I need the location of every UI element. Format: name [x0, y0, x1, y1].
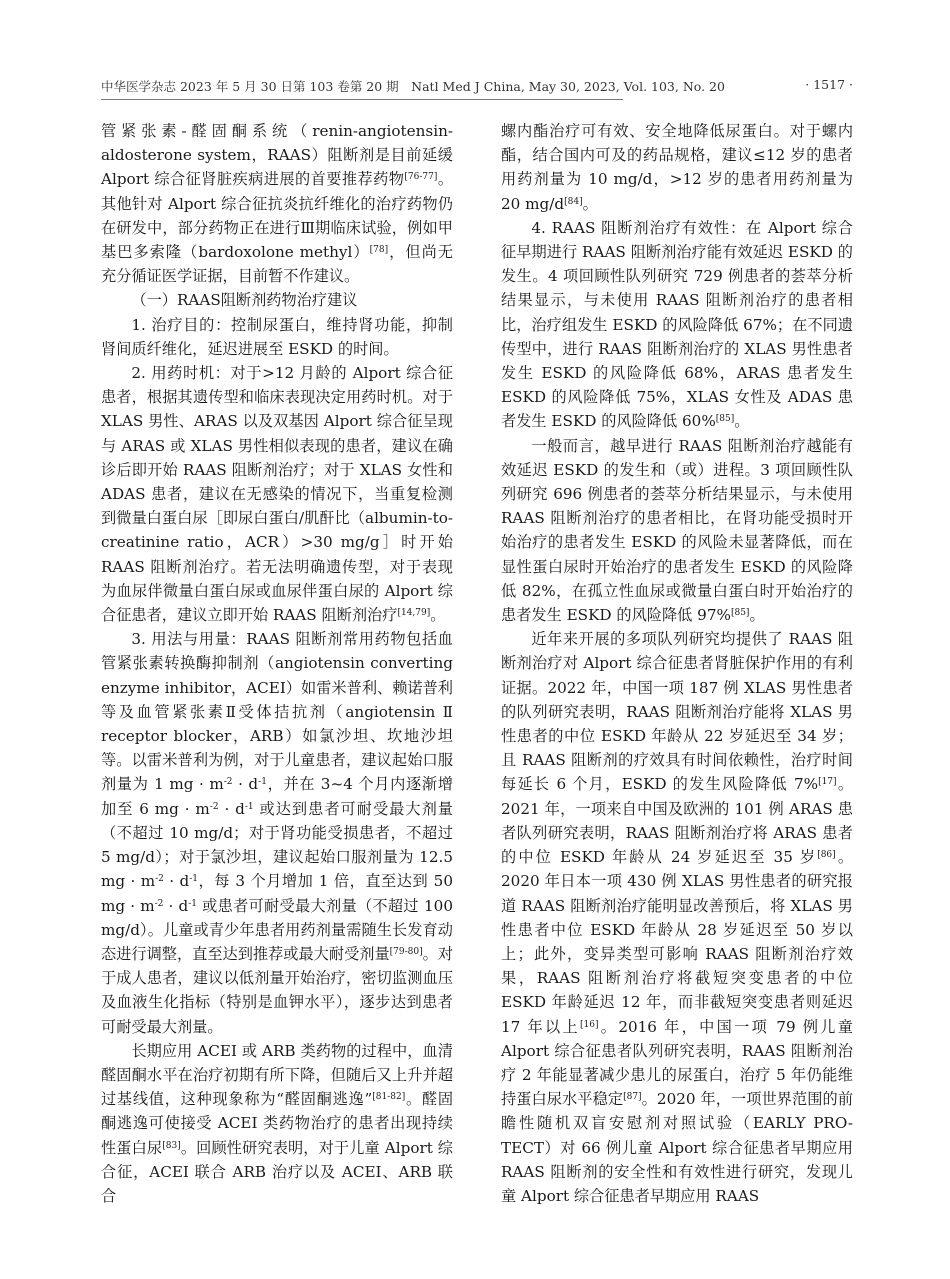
paragraph [101, 288, 453, 312]
paragraph [101, 361, 453, 627]
text-run: 。2016 年，中国一项 79 例儿童 Alport 综合征患者队列研究表明，RAAS 阻断剂治疗 2 年能显著减少患儿的尿蛋白，治疗 5 年仍能维持蛋白尿水平稳定 [501, 1017, 853, 1109]
text-run: ，每 3 个月增加 1 倍，直至达到 50 mg · m [101, 872, 453, 915]
text-run: 3. 用法与用量：RAAS 阻断剂常用药物包括血管紧张素转换酶抑制剂（angiotensin converting enzyme inhibitor，ACEI）如雷米普利、赖诺普利等及血管紧张素Ⅱ受体拮抗剂（angiotensin Ⅱ receptor blocker，ARB）如氯沙坦、坎地沙坦等。以雷米普利为例，对于儿童患者，建议起始口服剂量为 1 mg · m [101, 630, 453, 794]
paragraph [501, 119, 853, 216]
running-header [101, 74, 853, 96]
text-run: 一般而言，越早进行 RAAS 阻断剂治疗越能有效延迟 ESKD 的发生和（或）进程。3 项回顾性队列研究 696 例患者的荟萃分析结果显示，与未使用 RAAS 阻断剂治疗的患者相比，在肾功能受损时开始治疗的患者发生 ESKD 的风险未显著降低，而在显性蛋白尿时开始治疗的患者发生 ESKD 的风险降低 82%，在孤立性血尿或微量白蛋白时开始治疗的患者发生 ESKD 的风险降低 97% [501, 436, 853, 625]
paragraph [501, 627, 853, 1208]
citation-ref: [87] [623, 1092, 642, 1103]
text-run: · d [232, 775, 259, 794]
text-run: 。回顾性研究表明，对于儿童 Alport 综合征，ACEI 联合 ARB 治疗以及 ACEI、ARB 联合 [101, 1138, 453, 1205]
citation-ref: [86] [817, 850, 836, 861]
citation-ref: [85] [730, 608, 750, 619]
text-run: ，但尚无充分循证医学证据，目前暂不作建议。 [101, 243, 454, 286]
paragraph [101, 313, 453, 361]
citation-ref: [14,79] [397, 608, 431, 619]
citation-ref: -2 [155, 874, 164, 885]
text-run: 管紧张素-醛固酮系统（renin-angiotensin-aldosterone system，RAAS）阻断剂是目前延缓 Alport 综合征肾脏疾病进展的首要推荐药物 [101, 122, 453, 189]
citation-ref: -2 [209, 801, 219, 812]
citation-ref: -2 [154, 898, 164, 909]
text-run: ，并在 3~4 个月内逐渐增加至 6 mg · m [101, 775, 453, 818]
text-run: 。 [734, 412, 750, 431]
text-run: （一）RAAS阻断剂药物治疗建议 [131, 291, 358, 310]
text-run: 4. RAAS 阻断剂治疗有效性：在 Alport 综合征早期进行 RAAS 阻断剂治疗能有效延迟 ESKD 的发生。4 项回顾性队列研究 729 例患者的荟萃分析结果显示，与未使用 RAAS 阻断剂治疗的患者相比，治疗组发生 ESKD 的风险降低 67%；在不同遗传型中，进行 RAAS 阻断剂治疗的 XLAS 男性患者发生 ESKD 的风险降低 68%，ARAS 患者发生 ESKD 的风险降低 75%，XLAS 女性及 ADAS 患者发生 ESKD 的风险降低 60% [501, 218, 853, 431]
page-number: · 1517 · [805, 77, 853, 92]
citation-ref: [84] [564, 196, 583, 207]
paragraph [501, 434, 853, 628]
text-run: 。醛固酮逃逸可使接受 ACEI 类药物治疗的患者出现持续性蛋白尿 [101, 1090, 454, 1157]
text-run: 或患者可耐受最大剂量（不超过 100 mg/d）。儿童或青少年患者用药剂量需随生长发育动态进行调整，直至达到推荐或最大耐受剂量 [101, 896, 453, 963]
citation-ref: [76-77] [404, 172, 438, 183]
paragraph [101, 627, 453, 1038]
text-run: · d [163, 896, 189, 915]
text-run: 长期应用 ACEI 或 ARB 类药物的过程中，血清醛固酮水平在治疗初期有所下降，但随后又上升并超过基线值，这种现象称为“醛固酮逃逸” [101, 1041, 453, 1109]
citation-ref: [83] [162, 1140, 181, 1151]
paragraph [101, 119, 453, 288]
journal-citation: 中华医学杂志 2023 年 5 月 30 日第 103 卷第 20 期 Natl Med J China, May 30, 2023, Vol. 103, No. 20 [101, 79, 725, 94]
text-run: · d [218, 799, 245, 818]
citation-ref: -1 [244, 801, 254, 812]
citation-ref: [78] [369, 245, 389, 256]
text-run: · d [163, 872, 190, 891]
text-run: 。2020 年日本一项 430 例 XLAS 男性患者的研究报道 RAAS 阻断剂治疗能明显改善预后，将 XLAS 男性患者中位 ESKD 年龄从 28 岁延迟至 50 岁以上；此外，变异类型可影响 RAAS 阻断剂治疗效果，RAAS 阻断剂治疗将截短突变患者的中位 ESKD 年龄延迟 12 年，而非截短突变患者则延迟 17 年以上 [501, 848, 854, 1036]
citation-ref: -1 [188, 898, 197, 909]
text-run: 。2021 年，一项来自中国及欧洲的 101 例 ARAS 患者队列研究表明，RAAS 阻断剂治疗将 ARAS 患者的中位 ESKD 年龄从 24 岁延迟至 35 岁 [501, 775, 854, 867]
text-run: 螺内酯治疗可有效、安全地降低尿蛋白。对于螺内酯，结合国内可及的药品规格，建议≤12 岁的患者用药剂量为 10 mg/d，>12 岁的患者用药剂量为 20 mg/d [501, 122, 853, 213]
citation-ref: [85] [715, 414, 735, 425]
text-run: 1. 治疗目的：控制尿蛋白，维持肾功能，抑制肾间质纤维化，延迟进展至 ESKD 的时间。 [101, 315, 453, 358]
text-run: 2. 用药时机：对于>12 月龄的 Alport 综合征患者，根据其遗传型和临床表现决定用药时机。对于 XLAS 男性、ARAS 以及双基因 Alport 综合征呈现与 ARAS 或 XLAS 男性相似表现的患者，建议在确诊后即开始 RAAS 阻断剂治疗；对于 XLAS 女性和 ADAS 患者，建议在无感染的情况下，当重复检测到微量白蛋白尿［即尿白蛋白/肌酐比（albumin-to-creatinine ratio，ACR）>30 mg/g］时开始 RAAS 阻断剂治疗。若无法明确遗传型，对于表现为血尿伴微量白蛋白尿或血尿伴蛋白尿的 Alport 综合征患者，建议立即开始 RAAS 阻断剂治疗 [101, 364, 453, 625]
citation-ref: [81-82] [372, 1092, 406, 1103]
citation-ref: -1 [258, 777, 267, 788]
text-run: 。其他针对 Alport 综合征抗炎抗纤维化的治疗药物仍在研发中，部分药物正在进行Ⅲ期临床试验，例如甲基巴多索隆（bardoxolone methyl） [101, 170, 454, 262]
text-run: 。 [582, 194, 598, 213]
text-run: 。对于成人患者，建议以低剂量开始治疗，密切监测血压及血液生化指标（特别是血钾水平），逐步达到患者可耐受最大剂量。 [101, 944, 454, 1036]
right-column [501, 119, 853, 1208]
text-run: 近年来开展的多项队列研究均提供了 RAAS 阻断剂治疗对 Alport 综合征患者肾脏保护作用的有利证据。2022 年，中国一项 187 例 XLAS 男性患者的队列研究表明，RAAS 阻断剂治疗能将 XLAS 男性患者的中位 ESKD 年龄从 22 岁延迟至 34 岁；且 RAAS 阻断剂的疗效具有时间依赖性，治疗时间每延长 6 个月，ESKD 的发生风险降低 7% [501, 630, 853, 794]
left-column [101, 119, 453, 1208]
citation-ref: -1 [189, 874, 198, 885]
text-run: 。 [430, 606, 446, 625]
citation-ref: [17] [818, 777, 837, 788]
citation-ref: [79-80] [389, 946, 423, 957]
paragraph [101, 1039, 453, 1208]
text-run: 或达到患者可耐受最大剂量（不超过 10 mg/d；对于肾功能受损患者，不超过 5 mg/d）；对于氯沙坦，建议起始口服剂量为 12.5 mg · m [101, 799, 453, 891]
text-run: 。 [749, 606, 765, 625]
citation-ref: [16] [580, 1019, 599, 1030]
header-rule [101, 99, 623, 100]
citation-ref: -2 [223, 777, 233, 788]
paragraph [501, 216, 853, 434]
text-run: 。2020 年，一项世界范围的前瞻性随机双盲安慰剂对照试验（EARLY PRO-TECT）对 66 例儿童 Alport 综合征患者早期应用 RAAS 阻断剂的安全性和有效性进行研究，发现儿童 Alport 综合征患者早期应用 RAAS [501, 1090, 854, 1205]
